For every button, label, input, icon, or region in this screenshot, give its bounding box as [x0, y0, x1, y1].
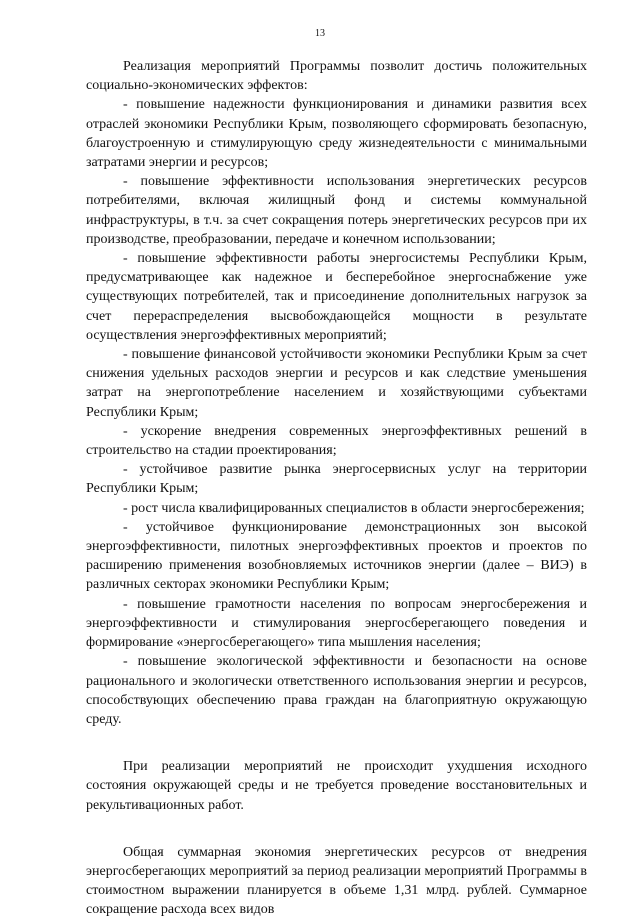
list-item: - устойчивое функционирование демонстрационных зон высокой энергоэффективности, пилотных энергоэффективных проектов и проектов по расширению применения возобновляемых источников энергии (далее – ВИЭ) в различных секторах экономики Республики Крым; [86, 519, 587, 593]
list-item: - повышение экологической эффективности и безопасности на основе рационального и экологически ответственного использования энергии и ресурсов, способствующих обеспечению права граждан на благоприятную окружающую среду. [86, 654, 587, 727]
list-item: - повышение финансовой устойчивости экономики Республики Крым за счет снижения удельных расходов энергии и ресурсов и как следствие уменьшения затрат на энергопотребление населением и хозяйствующими субъектами Республики Крым; [86, 347, 587, 420]
paragraph-intro: Реализация мероприятий Программы позволит достичь положительных социально-экономических эффектов: [86, 59, 587, 94]
document-body [86, 57, 587, 920]
list-item: - устойчивое развитие рынка энергосервисных услуг на территории Республики Крым; [86, 462, 587, 497]
paragraph-environment: При реализации мероприятий не происходит ухудшения исходного состояния окружающей среды и не требуется проведение восстановительных и рекультивационных работ. [86, 759, 587, 813]
list-item: - повышение грамотности населения по вопросам энергосбережения и энергоэффективности и стимулирования энергосберегающего поведения и формирование «энергосберегающего» типа мышления населения; [86, 596, 587, 651]
page-number: 13 [315, 28, 325, 39]
list-item: - повышение эффективности использования энергетических ресурсов потребителями, включая жилищный фонд и системы коммунальной инфраструктуры, в т.ч. за счет сокращения потерь энергетических ресурсов при их производстве, преобразовании, передаче и конечном использовании; [86, 174, 587, 247]
list-item: - ускорение внедрения современных энергоэффективных решений в строительство на стадии проектирования; [86, 423, 587, 459]
list-item: - повышение надежности функционирования и динамики развития всех отраслей экономики Республики Крым, позволяющего сформировать безопасную, благоустроенную и стимулирующую среду жизнедеятельности с минимальными затратами энергии и ресурсов; [86, 97, 587, 171]
list-item: - повышение эффективности работы энергосистемы Республики Крым, предусматривающее как надежное и бесперебойное энергоснабжение уже существующих потребителей, так и присоединение дополнительных нагрузок за счет перераспределения высвобождающейся мощности в результате осуществления энергоэффективных мероприятий; [86, 251, 587, 343]
list-item: - рост числа квалифицированных специалистов в области энергосбережения; [123, 500, 585, 516]
paragraph-savings: Общая суммарная экономия энергетических ресурсов от внедрения энергосберегающих мероприятий за период реализации мероприятий Программы в стоимостном выражении планируется в объеме 1,31 млрд. рублей. Суммарное сокращение расхода всех видов [86, 844, 587, 918]
